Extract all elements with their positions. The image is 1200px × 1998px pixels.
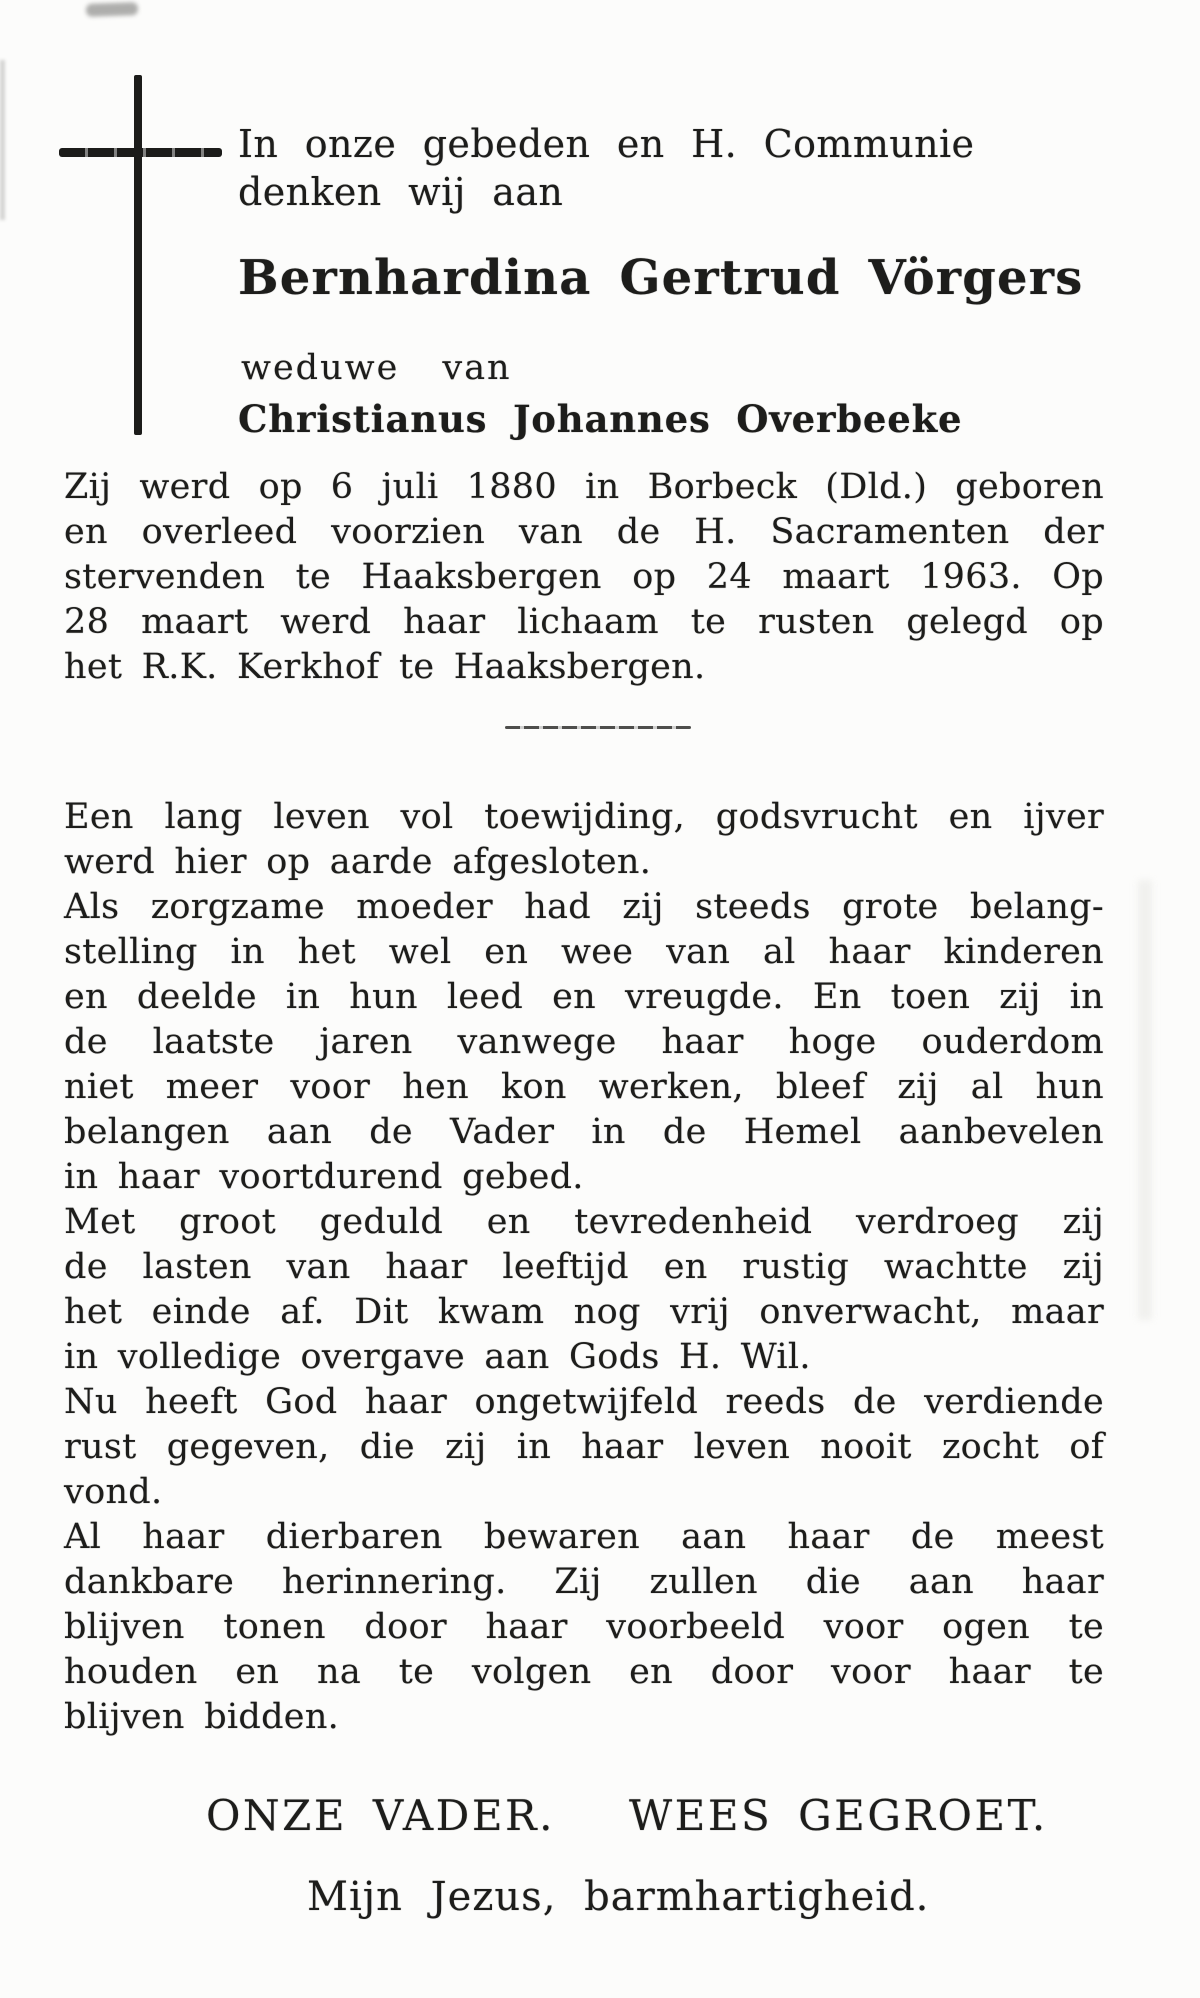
memorial-line: blijven bidden. [64,1697,340,1737]
closing-prayer: Mijn Jezus, barmhartigheid. [307,1874,930,1920]
memorial-line: Al haar dierbaren bewaren aan haar de meest [64,1517,1104,1557]
memorial-line: blijven tonen door haar voorbeeld voor ogen te [64,1607,1104,1647]
memorial-line: dankbare herinnering. Zij zullen die aan haar [64,1562,1104,1602]
memorial-line: het einde af. Dit kwam nog vrij onverwacht, maar [64,1292,1104,1332]
memorial-line: en deelde in hun leed en vreugde. En toen zij in [64,977,1104,1017]
memorial-line: stelling in het wel en wee van al haar kinderen [64,932,1104,972]
memorial-line: niet meer voor hen kon werken, bleef zij al hun [64,1067,1104,1107]
biography-line: stervenden te Haaksbergen op 24 maart 1963. Op [64,557,1104,597]
biography-paragraph [64,465,1104,690]
memorial-paragraphs [64,795,1104,1740]
prayer-wees-gegroet: WEES GEGROET. [629,1791,1048,1840]
memorial-line: Een lang leven vol toewijding, godsvrucht en ijver [64,797,1104,837]
intro-text [238,120,998,216]
intro-line: In onze gebeden en H. Communie [238,122,975,166]
cross-horizontal-bar [59,148,222,157]
intro-line: denken wij aan [238,170,564,214]
memorial-line: vond. [64,1472,163,1512]
memorial-line: houden en na te volgen en door voor haar te [64,1652,1104,1692]
prayer-onze-vader: ONZE VADER. [206,1791,555,1840]
biography-line: en overleed voorzien van de H. Sacramenten der [64,512,1104,552]
memorial-line: in haar voortdurend gebed. [64,1157,584,1197]
scan-streak-artifact [1138,880,1152,1320]
memorial-line: in volledige overgave aan Gods H. Wil. [64,1337,811,1377]
biography-line: 28 maart werd haar lichaam te rusten gelegd op [64,602,1104,642]
relation-label: weduwe van [241,348,512,388]
spouse-name: Christianus Johannes Overbeeke [238,397,963,441]
biography-line: Zij werd op 6 juli 1880 in Borbeck (Dld.) geboren [64,467,1104,507]
cross-vertical-bar [134,75,142,435]
scan-smudge-artifact [86,2,138,17]
scan-edge-artifact [0,60,5,220]
biography-line: het R.K. Kerkhof te Haaksbergen. [64,647,706,687]
memorial-line: werd hier op aarde afgesloten. [64,842,652,882]
memorial-line: de laatste jaren vanwege haar hoge ouderdom [64,1022,1104,1062]
memorial-line: Nu heeft God haar ongetwijfeld reeds de verdiende [64,1382,1104,1422]
memorial-line: Met groot geduld en tevredenheid verdroeg zij [64,1202,1104,1242]
memorial-line: Als zorgzame moeder had zij steeds grote belang- [64,887,1104,927]
memorial-line: de lasten van haar leeftijd en rustig wachtte zij [64,1247,1104,1287]
memorial-line: belangen aan de Vader in de Hemel aanbevelen [64,1112,1104,1152]
memorial-line: rust gegeven, die zij in haar leven nooit zocht of [64,1427,1104,1467]
deceased-name: Bernhardina Gertrud Vörgers [238,250,1084,306]
section-divider [505,726,691,729]
